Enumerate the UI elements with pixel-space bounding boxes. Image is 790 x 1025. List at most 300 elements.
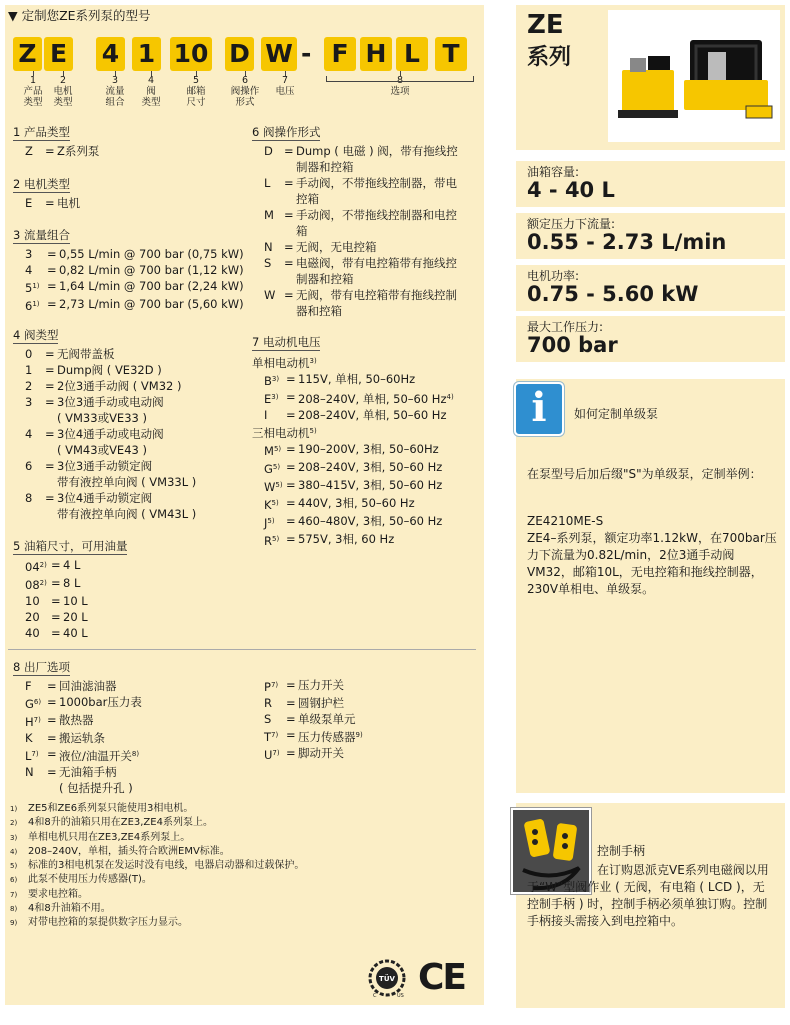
option-key: W xyxy=(264,288,276,302)
spec-row xyxy=(13,362,253,378)
equals-sign: = xyxy=(286,696,296,710)
option-key: E xyxy=(25,196,33,210)
position-label xyxy=(41,75,85,108)
code-box: 1 xyxy=(132,37,161,71)
spec-row xyxy=(13,575,253,593)
option-key: K xyxy=(264,498,272,512)
position-name: 电压 xyxy=(275,86,295,97)
option-key: 40 xyxy=(25,626,40,640)
footnote-ref: 8) xyxy=(131,750,140,758)
option-code xyxy=(13,730,47,746)
option-text: 电机 xyxy=(57,196,80,210)
option-key: 1 xyxy=(25,363,33,377)
spec-panel xyxy=(516,265,785,311)
option-code xyxy=(13,557,51,575)
equals-sign: = xyxy=(284,256,294,270)
option-value xyxy=(59,694,253,712)
equals-sign: = xyxy=(45,459,55,473)
footnote-text: 要求电控箱。 xyxy=(28,888,88,900)
equals-sign: = xyxy=(47,731,57,745)
equals-sign: = xyxy=(51,626,61,640)
option-text: 2位3通手动阀 ( VM32 ) xyxy=(57,379,182,393)
option-value xyxy=(57,378,253,394)
option-text: 380–415V, 3相, 50–60 Hz xyxy=(298,478,443,492)
option-code xyxy=(13,764,47,796)
section-title: 3 流量组合 xyxy=(13,228,70,242)
spec-value: 700 bar xyxy=(527,333,618,357)
option-code xyxy=(252,695,286,711)
code-box: W xyxy=(261,37,297,71)
footnote-ref: 2) xyxy=(39,561,47,569)
section-product-type xyxy=(13,124,243,159)
equals-sign: = xyxy=(45,427,55,441)
code-box: Z xyxy=(13,37,42,71)
spec-row xyxy=(252,207,480,239)
footnote-ref: 5) xyxy=(271,499,279,507)
option-value xyxy=(296,207,480,239)
position-name: 阀 类型 xyxy=(141,86,161,108)
footnote-ref: 3) xyxy=(271,375,280,383)
spec-row xyxy=(252,255,480,287)
option-code xyxy=(252,389,286,407)
option-key: L xyxy=(25,749,32,763)
option-key: H xyxy=(25,715,34,729)
spec-row xyxy=(252,677,480,695)
position-name: 产品 类型 xyxy=(23,86,43,108)
code-box: 10 xyxy=(170,37,212,71)
code-box: H xyxy=(360,37,392,71)
svg-text:C: C xyxy=(373,993,377,998)
option-text: 208–240V, 3相, 50–60 Hz xyxy=(298,460,443,474)
option-key: 8 xyxy=(25,491,33,505)
position-number: 2 xyxy=(59,75,67,86)
footnote xyxy=(10,902,304,916)
option-value xyxy=(298,389,480,407)
option-key: S xyxy=(264,712,272,726)
footnote-ref: 9) xyxy=(355,731,363,739)
section-reservoir xyxy=(13,538,253,641)
spec-row xyxy=(13,678,253,694)
option-key: 08 xyxy=(25,578,40,592)
section-title: 2 电机类型 xyxy=(13,177,70,191)
spec-row xyxy=(13,143,243,159)
spec-value: 0.75 - 5.60 kW xyxy=(527,282,699,306)
footnote-number: 9) xyxy=(10,919,18,928)
equals-sign: = xyxy=(47,747,57,761)
option-key: J xyxy=(264,516,268,530)
option-key: E xyxy=(264,392,272,406)
option-code xyxy=(13,378,45,394)
footnote xyxy=(10,845,304,859)
option-value xyxy=(57,394,253,426)
option-value xyxy=(59,746,253,764)
spec-panel xyxy=(516,161,785,207)
option-key: U xyxy=(264,748,273,762)
footnote-number: 5) xyxy=(10,862,18,871)
option-key: P xyxy=(264,680,271,694)
option-code xyxy=(252,407,286,423)
option-value xyxy=(59,296,253,314)
spec-row xyxy=(13,609,253,625)
spec-panel xyxy=(516,316,785,362)
section-factory-options xyxy=(13,659,253,796)
section-title: 7 电动机电压 xyxy=(252,335,321,349)
footnote-ref: 5) xyxy=(273,445,282,453)
equals-sign: = xyxy=(47,247,57,261)
section-title: 8 出厂选项 xyxy=(13,660,70,674)
option-key: N xyxy=(264,240,273,254)
section-title: 4 阀类型 xyxy=(13,328,59,342)
option-key: G xyxy=(264,462,273,476)
option-code xyxy=(13,712,47,730)
option-value xyxy=(57,426,253,458)
option-code xyxy=(13,458,45,490)
series-subtitle: 系列 xyxy=(527,45,572,70)
spec-row xyxy=(252,495,480,513)
position-name: 电机 类型 xyxy=(53,86,73,108)
option-text: 575V, 3相, 60 Hz xyxy=(298,532,395,546)
divider xyxy=(8,649,476,650)
footnote-number: 8) xyxy=(10,905,18,914)
svg-text:US: US xyxy=(397,993,404,998)
spec-row xyxy=(13,378,253,394)
spec-row xyxy=(13,278,253,296)
section-flow xyxy=(13,227,253,314)
option-text: 液位/油温开关 xyxy=(59,749,132,763)
footnote-text: 4和8升油箱不用。 xyxy=(28,903,111,915)
option-key: T xyxy=(264,730,272,744)
code-box: L xyxy=(396,37,428,71)
option-text: 40 L xyxy=(63,626,88,640)
position-label xyxy=(223,75,267,108)
position-number: 7 xyxy=(281,75,289,86)
pendant-body: 在订购恩派克VE系列电磁阀以用于“W”型阀作业 ( 无阀，有电箱 ( LCD )，无控制手柄 ) 时，控制手柄必须单独订购。控制手柄接头需接入到电控箱中。 xyxy=(527,863,769,928)
option-code xyxy=(252,745,286,763)
option-value xyxy=(298,495,480,513)
equals-sign: = xyxy=(286,372,296,386)
option-code xyxy=(252,143,284,175)
spec-label: 最大工作压力: xyxy=(527,320,604,334)
option-key: W xyxy=(264,480,276,494)
option-value xyxy=(296,287,480,319)
spec-row xyxy=(252,441,480,459)
code-box: E xyxy=(44,37,73,71)
equals-sign: = xyxy=(47,279,57,293)
option-text: 散热器 xyxy=(59,713,94,727)
position-name: 阀操作 形式 xyxy=(230,86,260,108)
option-code xyxy=(13,593,51,609)
option-code xyxy=(252,255,284,287)
spec-row xyxy=(252,531,480,549)
option-key: M xyxy=(264,208,274,222)
equals-sign: = xyxy=(45,379,55,393)
option-value xyxy=(59,262,253,278)
option-key: Z xyxy=(25,144,33,158)
option-text: 115V, 单相, 50–60Hz xyxy=(298,372,416,386)
spec-label: 电机功率: xyxy=(527,269,580,283)
section-voltage xyxy=(252,334,480,549)
footnote-text: 208–240V，单相，插头符合欧洲EMV标准。 xyxy=(28,845,230,857)
footnote-ref: 7) xyxy=(271,731,279,739)
option-text: 8 L xyxy=(63,576,81,590)
option-code xyxy=(252,727,286,745)
footnote-ref: 5) xyxy=(309,427,317,435)
option-text: 脚动开关 xyxy=(298,746,344,760)
footnote xyxy=(10,873,304,887)
equals-sign: = xyxy=(286,746,296,760)
option-text: 1,64 L/min @ 700 bar (2,24 kW) xyxy=(59,279,244,293)
option-value xyxy=(63,575,253,593)
option-code xyxy=(252,677,286,695)
footnote-ref: 1) xyxy=(32,282,40,290)
equals-sign: = xyxy=(286,460,296,474)
spec-row xyxy=(13,746,253,764)
option-text: 460–480V, 3相, 50–60 Hz xyxy=(298,514,443,528)
code-box: D xyxy=(225,37,254,71)
option-key: 6 xyxy=(25,299,33,313)
option-text: 3位3通手动锁定阀 带有液控单向阀 ( VM33L ) xyxy=(57,459,197,489)
option-key: K xyxy=(25,731,33,745)
equals-sign: = xyxy=(286,514,296,528)
footnote-ref: 5) xyxy=(272,535,280,543)
series-title: ZE xyxy=(527,10,564,40)
position-number: 5 xyxy=(192,75,200,86)
spec-row xyxy=(252,695,480,711)
option-text: 回油滤油器 xyxy=(59,679,117,693)
option-code xyxy=(252,459,286,477)
option-text: 3位4通手动或电动阀 ( VM43或VE43 ) xyxy=(57,427,164,457)
equals-sign: = xyxy=(284,208,294,222)
position-number: 6 xyxy=(241,75,249,86)
equals-sign: = xyxy=(47,297,57,311)
option-key: 4 xyxy=(25,427,33,441)
option-key: 6 xyxy=(25,459,33,473)
section-title: 1 产品类型 xyxy=(13,125,70,139)
footnote-number: 2) xyxy=(10,819,18,828)
option-text: 3位3通手动或电动阀 ( VM33或VE33 ) xyxy=(57,395,164,425)
footnote-text: ZE5和ZE6系列泵只能使用3相电机。 xyxy=(28,803,194,814)
equals-sign: = xyxy=(47,765,57,779)
option-text: Z系列泵 xyxy=(57,144,100,158)
equals-sign: = xyxy=(286,442,296,456)
option-text: 无阀，带有电控箱带有拖线控制 器和控箱 xyxy=(296,288,457,318)
info-heading: 如何定制单级泵 xyxy=(574,407,659,421)
spec-row xyxy=(13,458,253,490)
spec-row xyxy=(252,711,480,727)
spec-value: 4 - 40 L xyxy=(527,178,615,202)
footnote-number: 7) xyxy=(10,890,18,899)
equals-sign: = xyxy=(45,395,55,409)
option-code xyxy=(13,678,47,694)
footnote-number: 4) xyxy=(10,847,18,856)
equals-sign: = xyxy=(45,491,55,505)
option-code xyxy=(13,246,47,262)
single-phase-title: 单相电动机 xyxy=(252,356,310,370)
footnote xyxy=(10,859,304,873)
option-text: 208–240V, 单相, 50–60 Hz xyxy=(298,392,447,406)
option-code xyxy=(13,362,45,378)
position-label xyxy=(174,75,218,108)
option-key: 4 xyxy=(25,263,33,277)
spec-label: 油箱容量: xyxy=(527,165,580,179)
footnote-ref: 3) xyxy=(309,357,317,365)
info-glyph: i xyxy=(531,384,547,431)
option-code xyxy=(252,287,284,319)
equals-sign: = xyxy=(286,678,296,692)
equals-sign: = xyxy=(51,594,61,608)
spec-label: 额定压力下流量: xyxy=(527,217,616,231)
pump-photo xyxy=(608,10,780,142)
option-code xyxy=(252,477,286,495)
option-value xyxy=(298,407,480,423)
option-value xyxy=(59,764,253,796)
equals-sign: = xyxy=(51,576,61,590)
footnote xyxy=(10,888,304,902)
spec-row xyxy=(13,296,253,314)
code-box: 4 xyxy=(96,37,125,71)
equals-sign: = xyxy=(45,363,55,377)
spec-row xyxy=(252,477,480,495)
option-text: 压力开关 xyxy=(298,678,344,692)
option-value xyxy=(296,255,480,287)
model-code xyxy=(0,37,484,71)
footnote xyxy=(10,916,304,930)
option-text: 440V, 3相, 50–60 Hz xyxy=(298,496,415,510)
section-valve-type xyxy=(13,327,253,522)
footnote xyxy=(10,831,304,845)
position-number: 8 xyxy=(396,75,404,86)
spec-row xyxy=(13,712,253,730)
spec-row xyxy=(13,346,253,362)
equals-sign: = xyxy=(286,728,296,742)
equals-sign: = xyxy=(284,144,294,158)
option-code xyxy=(13,143,45,159)
footnote xyxy=(10,816,304,830)
spec-value: 0.55 - 2.73 L/min xyxy=(527,230,727,254)
option-text: Dump阀 ( VE32D ) xyxy=(57,363,162,377)
option-code xyxy=(13,575,51,593)
equals-sign: = xyxy=(286,496,296,510)
option-value xyxy=(57,195,243,211)
footnote-ref: 7) xyxy=(31,750,39,758)
option-code xyxy=(13,296,47,314)
spec-row xyxy=(252,287,480,319)
info-icon xyxy=(514,382,564,436)
spec-row xyxy=(13,694,253,712)
option-text: 无油箱手柄 ( 包括提升孔 ) xyxy=(59,765,133,795)
equals-sign: = xyxy=(45,347,55,361)
option-code xyxy=(252,239,284,255)
option-key: N xyxy=(25,765,34,779)
footnote-ref: 5) xyxy=(275,481,283,489)
pendant-text xyxy=(527,862,775,930)
footnote-ref: 3) xyxy=(271,393,279,401)
equals-sign: = xyxy=(286,712,296,726)
option-value xyxy=(298,459,480,477)
option-code xyxy=(252,207,284,239)
option-key: R xyxy=(264,696,272,710)
equals-sign: = xyxy=(47,679,57,693)
option-code xyxy=(13,394,45,426)
option-text: 190–200V, 3相, 50–60Hz xyxy=(298,442,439,456)
position-label xyxy=(263,75,307,97)
spec-row xyxy=(252,727,480,745)
equals-sign: = xyxy=(47,713,57,727)
spec-row xyxy=(252,239,480,255)
option-value xyxy=(298,371,480,389)
spec-row xyxy=(252,407,480,423)
option-value xyxy=(57,362,253,378)
equals-sign: = xyxy=(45,196,55,210)
option-value xyxy=(63,593,253,609)
option-value xyxy=(57,458,253,490)
three-phase-title: 三相电动机 xyxy=(252,426,310,440)
option-value xyxy=(57,490,253,522)
option-text: 20 L xyxy=(63,610,88,624)
option-key: M xyxy=(264,444,274,458)
spec-row xyxy=(13,625,253,641)
tuv-logo xyxy=(367,958,407,998)
info-example-code: ZE4210ME-S xyxy=(527,514,604,528)
position-number: 3 xyxy=(111,75,119,86)
option-code xyxy=(13,746,47,764)
spec-row xyxy=(13,262,253,278)
spec-row xyxy=(13,557,253,575)
option-text: Dump ( 电磁 ) 阀，带有拖线控 制器和控箱 xyxy=(296,144,458,174)
option-text: 搬运轨条 xyxy=(59,731,105,745)
option-key: I xyxy=(264,408,268,422)
option-value xyxy=(59,678,253,694)
option-key: 20 xyxy=(25,610,40,624)
footnote-ref: 5) xyxy=(267,517,275,525)
footnote xyxy=(10,802,304,816)
footnote-ref: 7) xyxy=(270,681,279,689)
equals-sign: = xyxy=(286,532,296,546)
option-text: 1000bar压力表 xyxy=(59,695,142,709)
option-value xyxy=(298,745,480,763)
spec-row xyxy=(13,764,253,796)
option-text: 手动阀，不带拖线控制器和电控 箱 xyxy=(296,208,457,238)
option-value xyxy=(298,727,480,745)
option-code xyxy=(13,609,51,625)
spec-row xyxy=(252,143,480,175)
spec-row xyxy=(252,371,480,389)
ce-mark: CE xyxy=(418,957,466,998)
spec-row xyxy=(13,490,253,522)
option-text: 10 L xyxy=(63,594,88,608)
option-key: 10 xyxy=(25,594,40,608)
option-code xyxy=(252,371,286,389)
option-value xyxy=(298,441,480,459)
spec-row xyxy=(13,730,253,746)
option-key: 3 xyxy=(25,395,33,409)
option-value xyxy=(296,175,480,207)
option-code xyxy=(252,441,286,459)
option-text: 手动阀，不带拖线控制器，带电 控箱 xyxy=(296,176,457,206)
footnote-ref: 4) xyxy=(446,393,454,401)
footnote-number: 6) xyxy=(10,876,18,885)
option-code xyxy=(13,490,45,522)
option-key: D xyxy=(264,144,273,158)
option-key: G xyxy=(25,697,34,711)
section-title: 6 阀操作形式 xyxy=(252,125,321,139)
option-key: 04 xyxy=(25,560,40,574)
option-key: S xyxy=(264,256,272,270)
footnotes xyxy=(10,802,304,931)
option-value xyxy=(298,477,480,495)
option-value xyxy=(57,346,253,362)
equals-sign: = xyxy=(284,240,294,254)
